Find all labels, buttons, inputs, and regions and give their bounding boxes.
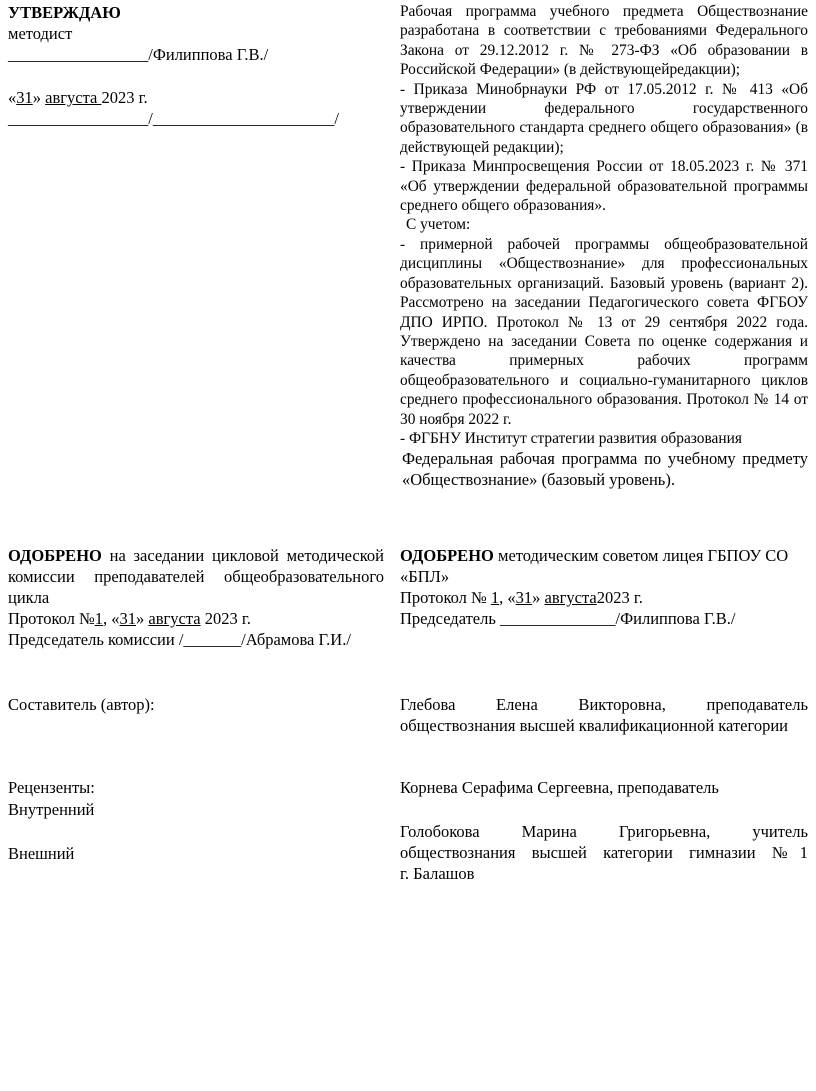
- first-reviewer-value: Корнева Серафима Сергеевна, преподаватель: [400, 778, 719, 797]
- protocol-number: 1: [94, 609, 104, 628]
- basis-paragraph-1: Рабочая программа учебного предмета Обществознание разработана в соответствии с требованиями Федерального Закона от 29.12.2012 г. № 273-ФЗ «Об образовании в Российской Федерации» (в действующейредакции);: [400, 3, 808, 79]
- basis-paragraph-6: - ФГБНУ Институт стратегии развития образования: [400, 429, 742, 447]
- basis-paragraph-3: - Приказа Минпросвещения России от 18.05.2023 г. № 371 «Об утверждении федеральной образовательной программы среднего общего образования».: [400, 158, 808, 215]
- date-mid: »: [32, 88, 46, 107]
- date-year: 2023 г.: [101, 88, 148, 107]
- internal-reviewer-line-2: г. Балашов: [400, 864, 475, 883]
- author-label: Составитель (автор):: [8, 695, 155, 714]
- approval-heading: УТВЕРЖДАЮ: [8, 3, 121, 22]
- protocol-year: 2023 г.: [200, 609, 251, 628]
- spacer: [8, 65, 368, 87]
- protocol-year: 2023 г.: [596, 588, 643, 607]
- approver-signature-line: _________________/Филиппова Г.В./: [8, 45, 269, 64]
- cycle-commission-body: на заседании цикловой методической комиссии преподавателей общеобразовательного цикла: [8, 546, 384, 607]
- protocol-number: 1: [490, 588, 500, 607]
- approval-blank-line: _________________/______________________/: [8, 109, 339, 128]
- internal-reviewer-line-1: [400, 821, 808, 863]
- lyceum-council-heading: ОДОБРЕНО: [400, 546, 494, 565]
- program-basis: [400, 2, 808, 490]
- date-open: «: [8, 88, 17, 107]
- cycle-commission-text: [8, 545, 384, 608]
- protocol-sep2: »: [136, 609, 149, 628]
- basis-paragraph-4: С учетом:: [406, 216, 471, 234]
- lyceum-council-chair: Председатель ______________/Филиппова Г.В./: [400, 609, 736, 628]
- protocol-prefix: Протокол №: [400, 588, 491, 607]
- date-month: августа: [45, 88, 102, 107]
- internal-reviewer-label: Внутренний: [8, 800, 95, 819]
- author-value: Глебова Елена Викторовна, преподаватель обществознания высшей квалификационной категории: [400, 695, 808, 735]
- protocol-day: 31: [515, 588, 533, 607]
- protocol-day: 31: [119, 609, 137, 628]
- approval-date: [8, 87, 368, 108]
- approval-block: [8, 2, 368, 129]
- protocol-prefix: Протокол №: [8, 609, 95, 628]
- lyceum-council-protocol: [400, 587, 808, 608]
- protocol-sep2: »: [532, 588, 545, 607]
- lyceum-council-block: [400, 545, 808, 629]
- cycle-commission-heading: ОДОБРЕНО: [8, 546, 102, 565]
- external-reviewer-label: Внешний: [8, 844, 75, 863]
- internal-reviewer-text: Голобокова Марина Григорьевна, учитель обществознания высшей категории гимназии №1: [400, 822, 808, 862]
- date-day: 31: [16, 88, 33, 107]
- basis-paragraph-7: Федеральная рабочая программа по учебному предмету «Обществознание» (базовый уровень).: [402, 449, 808, 490]
- protocol-month: августа: [544, 588, 597, 607]
- protocol-sep: , «: [499, 588, 516, 607]
- internal-reviewer-value: [400, 821, 808, 884]
- cycle-commission-block: [8, 545, 384, 650]
- protocol-month: августа: [148, 609, 201, 628]
- protocol-sep: , «: [103, 609, 120, 628]
- cycle-commission-protocol: [8, 608, 384, 629]
- basis-paragraph-2: - Приказа Минобрнауки РФ от 17.05.2012 г. № 413 «Об утверждении федерального государственного образовательного стандарта среднего общего образования» (в действующей редакции);: [400, 80, 808, 156]
- lyceum-council-text: [400, 545, 808, 587]
- basis-paragraph-5: - примерной рабочей программы общеобразовательной дисциплины «Обществознание» для профессиональных образовательных организаций. Базовый уровень (вариант 2). Рассмотрено на заседании Педагогического совета ФГБОУ ДПО ИРПО. Протокол № 13 от 29 сентября 2022 года. Утверждено на заседании Совета по оценке содержания и качества примерных рабочих программ общеобразовательного и социально-гуманитарного циклов среднего профессионального образования. Протокол № 14 от 30 ноября 2022 г.: [400, 235, 808, 428]
- approver-position: методист: [8, 24, 73, 43]
- lyceum-council-body: методическим советом лицея ГБПОУ СО «БПЛ»: [400, 546, 789, 586]
- cycle-commission-chair: Председатель комиссии /_______/Абрамова Г.И./: [8, 630, 351, 649]
- reviewers-label: Рецензенты:: [8, 778, 95, 797]
